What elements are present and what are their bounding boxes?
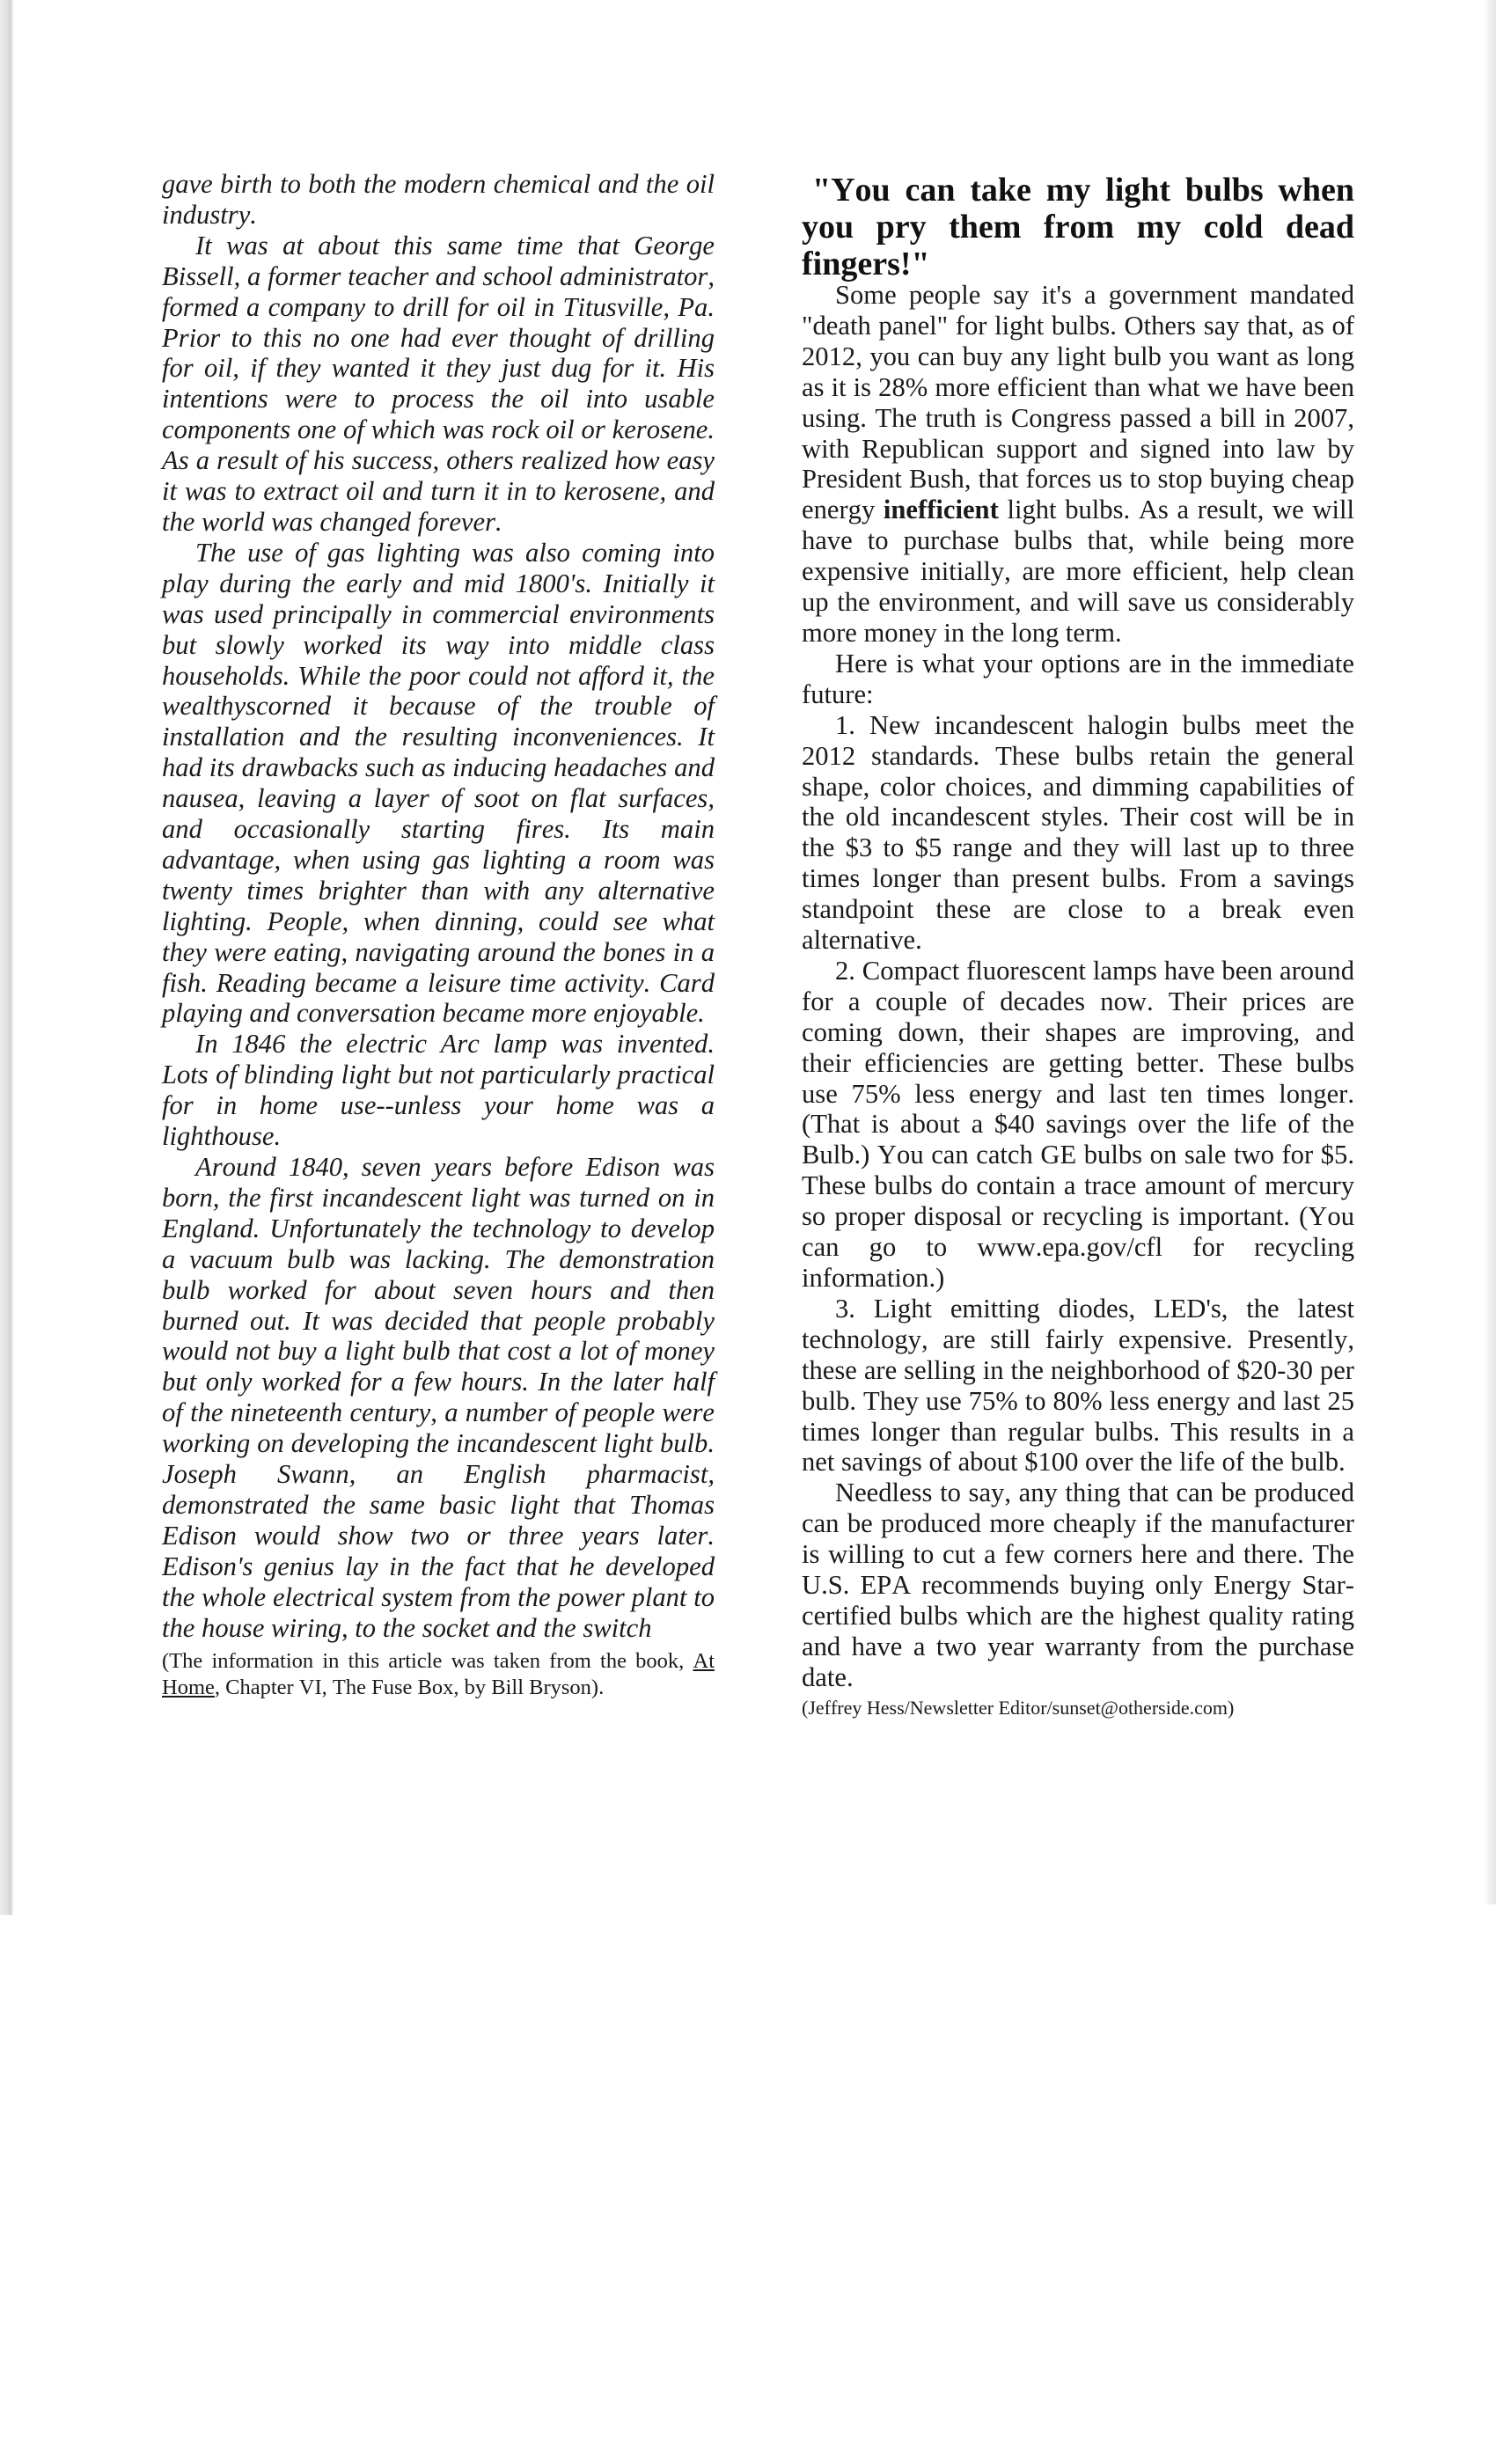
paragraph-text: light bulbs. As a result, we will have to purchase bulbs that, while being more expensive initially, are more efficient, help clean up the environment, and will save us considerably more money in the long term. <box>802 495 1354 648</box>
byline: (Jeffrey Hess/Newsletter Editor/sunset@otherside.com) <box>802 1696 1235 1719</box>
article-headline: "You can take my light bulbs when you pry them from my cold dead fingers!" <box>802 172 1354 282</box>
source-note-text: (The information in this article was taken from the book, <box>162 1648 693 1673</box>
article-paragraph: Here is what your options are in the immediate future: <box>802 648 1354 709</box>
article-paragraph: It was at about this same time that George Bissell, a former teacher and school administrator, formed a company to drill for oil in Titusville, Pa. Prior to this no one had ever thought of drilling for oil, if they wanted it they just dug for it. His intentions were to process the oil into usable components one of which was rock oil or kerosene. As a result of his success, others realized how easy it was to extract oil and turn it in to kerosene, and the world was changed forever. <box>162 230 715 537</box>
article-paragraph: In 1846 the electric Arc lamp was invented. Lots of blinding light but not particularly practical for in home use--unless your home was a lighthouse. <box>162 1029 715 1152</box>
scan-edge-left <box>0 0 14 1915</box>
scan-edge-right <box>1484 0 1496 1904</box>
source-note <box>162 1648 715 1701</box>
article-paragraph: Around 1840, seven years before Edison was born, the first incandescent light was turned on in England. Unfortunately the technology to develop a vacuum bulb was lacking. The demonstration bulb worked for about seven hours and then burned out. It was decided that people probably would not buy a light bulb that cost a lot of money but only worked for a few hours. In the later half of the nineteenth century, a number of people were working on developing the incandescent light bulb. Joseph Swann, an English pharmacist, demonstrated the same basic light that Thomas Edison would show two or three years later. Edison's genius lay in the fact that he developed the whole electrical system from the power plant to the house wiring, to the socket and the switch <box>162 1152 715 1643</box>
article-paragraph <box>802 280 1354 649</box>
list-item: 1. New incandescent halogin bulbs meet the 2012 standards. These bulbs retain the general shape, color choices, and dimming capabilities of the old incandescent styles. Their cost will be in the $3 to $5 range and they will last up to three times longer than present bulbs. From a savings standpoint these are close to a break even alternative. <box>802 709 1354 956</box>
article-paragraph: The use of gas lighting was also coming into play during the early and mid 1800's. Initially it was used principally in commercial environments but slowly worked its way into middle class households. While the poor could not afford it, the wealthyscorned it because of the trouble of installation and the resulting inconveniences. It had its drawbacks such as inducing headaches and nausea, leaving a layer of soot on flat surfaces, and occasionally starting fires. Its main advantage, when using gas lighting a room was twenty times brighter than with any alternative lighting. People, when dinning, could see what they were eating, navigating around the bones in a fish. Reading became a leisure time activity. Card playing and conversation became more enjoyable. <box>162 537 715 1029</box>
article-right-column <box>802 172 1354 1720</box>
article-paragraph: gave birth to both the modern chemical and the oil industry. <box>162 169 715 230</box>
article-paragraph: Needless to say, any thing that can be produced can be produced more cheaply if the manufacturer is willing to cut a few corners here and there. The U.S. EPA recommends buying only Energy Star-certified bulbs which are the highest quality rating and have a two year warranty from the purchase date. <box>802 1478 1354 1692</box>
source-note-text: , Chapter VI, The Fuse Box, by Bill Bryson). <box>214 1675 605 1699</box>
article-left-column <box>162 169 715 1701</box>
book-title: At Home <box>162 1648 715 1699</box>
emphasis-text: inefficient <box>883 495 999 525</box>
list-item: 2. Compact fluorescent lamps have been around for a couple of decades now. Their prices are coming down, their shapes are improving, and their efficiencies are getting better. These bulbs use 75% less energy and last ten times longer. (That is about a $40 savings over the life of the Bulb.) You can catch GE bulbs on sale two for $5. These bulbs do contain a trace amount of mercury so proper disposal or recycling is important. (You can go to www.epa.gov/cfl for recycling information.) <box>802 955 1354 1293</box>
list-item: 3. Light emitting diodes, LED's, the latest technology, are still fairly expensive. Presently, these are selling in the neighborhood of $20-30 per bulb. They use 75% to 80% less energy and last 25 times longer than regular bulbs. This results in a net savings of about $100 over the life of the bulb. <box>802 1293 1354 1478</box>
paragraph-text: Some people say it's a government mandated "death panel" for light bulbs. Others say that, as of 2012, you can buy any light bulb you want as long as it is 28% more efficient than what we have been using. The truth is Congress passed a bill in 2007, with Republican support and signed into law by President Bush, that forces us to stop buying cheap energy <box>802 280 1354 525</box>
